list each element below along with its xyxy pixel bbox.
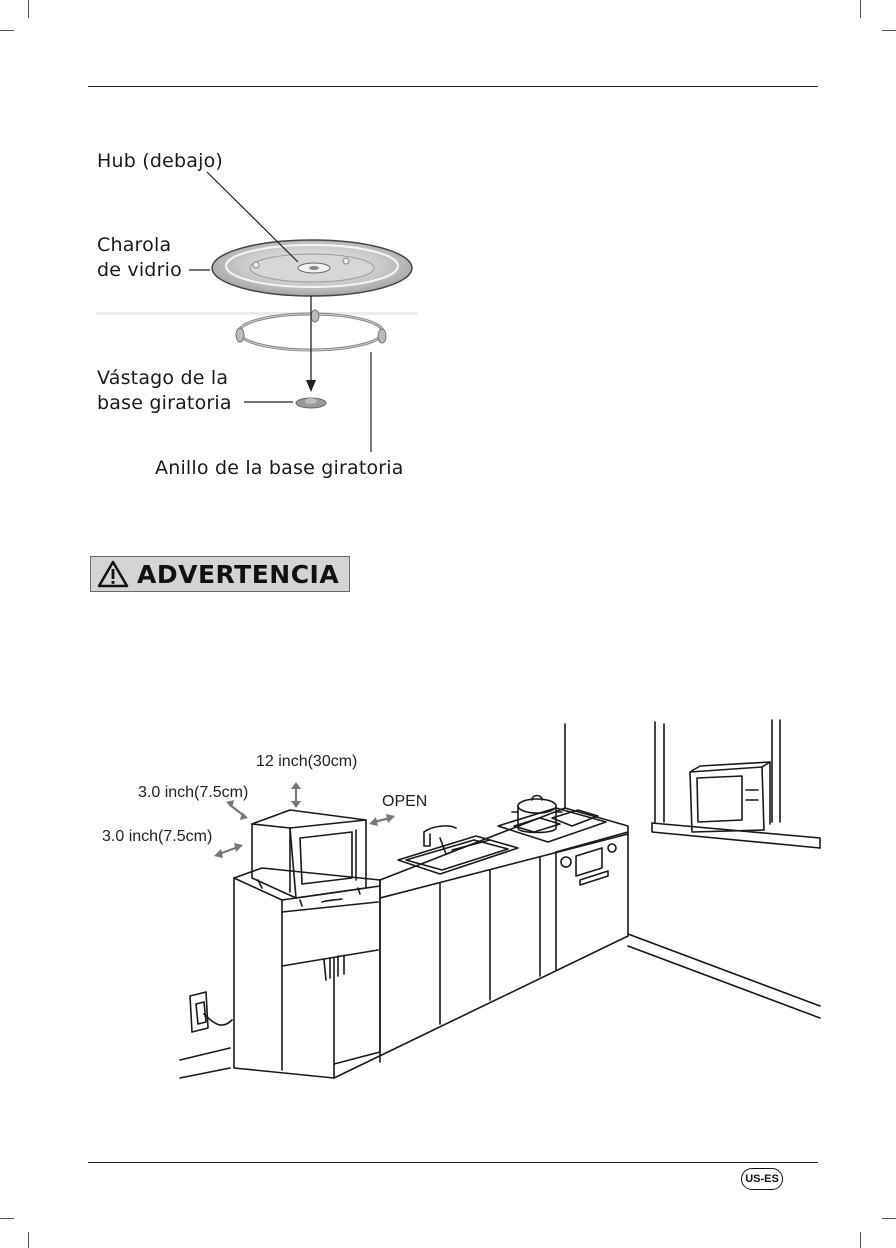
- shaft-label-line1: Vástago de la: [97, 367, 229, 389]
- side-clearance-label: 3.0 inch(7.5cm): [138, 784, 249, 801]
- open-label: OPEN: [382, 793, 428, 810]
- warning-label: ADVERTENCIA: [137, 559, 340, 589]
- crop-mark: [0, 1218, 14, 1219]
- ring-label: Anillo de la base giratoria: [155, 457, 404, 479]
- crop-mark: [28, 1232, 29, 1248]
- back-clearance-label: 3.0 inch(7.5cm): [102, 828, 213, 845]
- warning-banner: [90, 556, 350, 592]
- warning-triangle-icon: [97, 560, 129, 588]
- footer-rule: [88, 1162, 818, 1163]
- shaft-label-line2: base giratoria: [97, 392, 232, 414]
- crop-mark: [882, 1218, 896, 1219]
- glass-tray-label-line2: de vidrio: [97, 259, 182, 281]
- glass-tray-label-line1: Charola: [97, 234, 172, 256]
- top-clearance-label: 12 inch(30cm): [256, 753, 358, 770]
- kitchen-installation-illustration: [0, 700, 896, 1100]
- language-badge: US-ES: [741, 1168, 783, 1190]
- hub-label: Hub (debajo): [97, 150, 224, 172]
- crop-mark: [860, 1232, 861, 1248]
